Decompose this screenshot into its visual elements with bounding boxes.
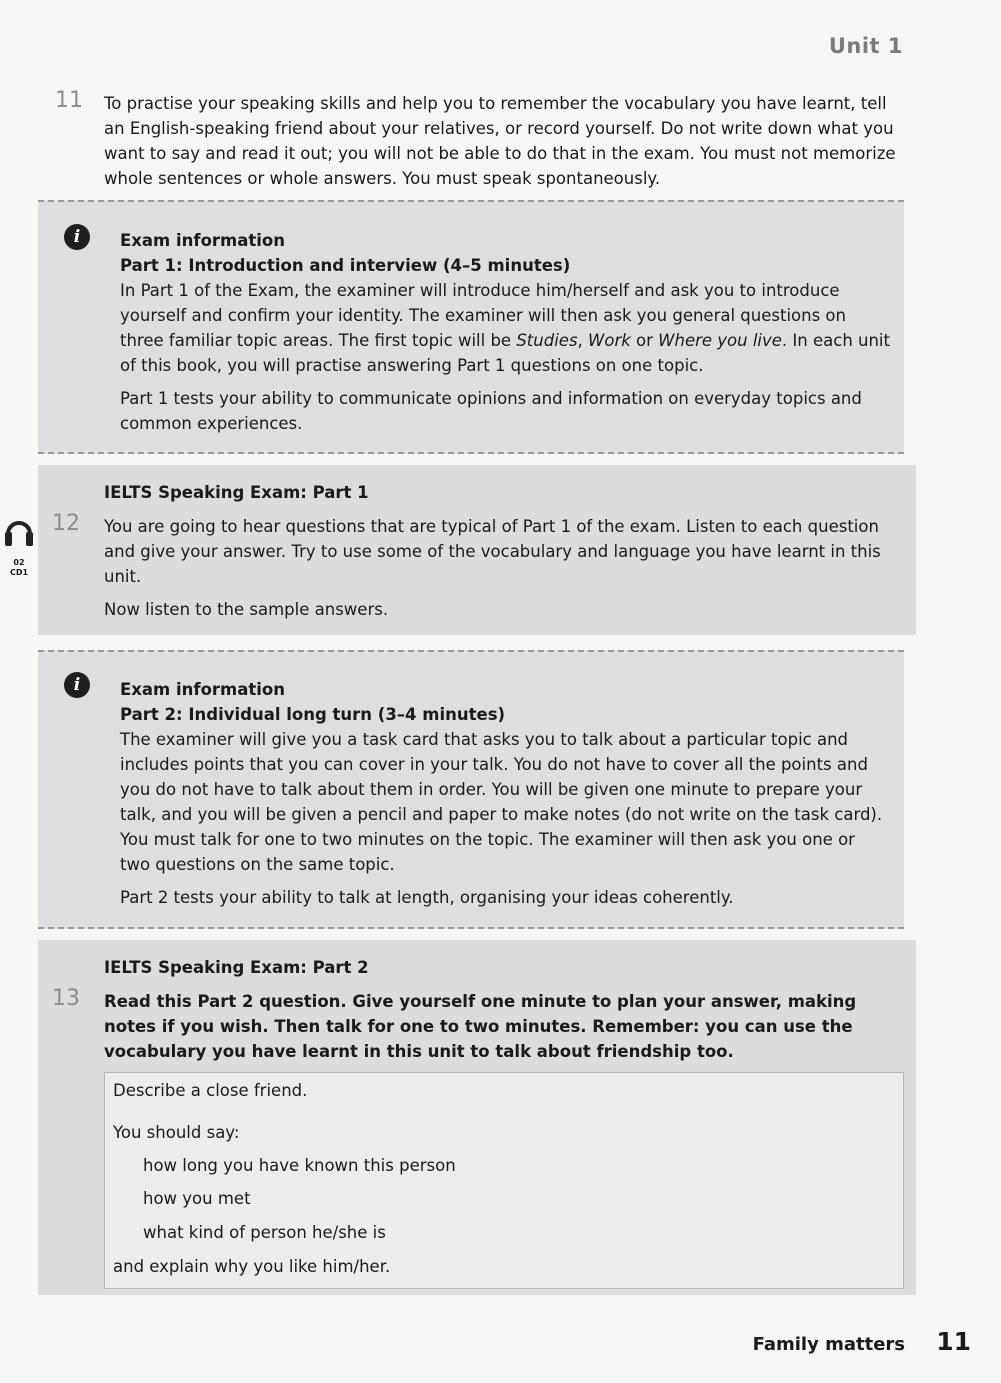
info-icon: i	[64, 672, 90, 698]
exam-info-content-part2	[120, 677, 890, 910]
info-paragraph: In Part 1 of the Exam, the examiner will introduce him/herself and ask you to introduce yourself and confirm your identity. The examiner will then ask you general questions on three familiar topic areas. The first topic will be Studies, Work or Where you live. In each unit of this book, you will practise answering Part 1 questions on one topic.	[120, 281, 890, 375]
task-card-closing: and explain why you like him/her.	[113, 1257, 391, 1276]
info-icon: i	[64, 224, 90, 250]
exercise-number: 11	[55, 88, 83, 113]
task-card-point: how you met	[143, 1189, 251, 1208]
exercise-12-text-2: Now listen to the sample answers.	[104, 600, 389, 619]
task-card-title: Describe a close friend.	[113, 1081, 308, 1100]
task-card	[104, 1072, 904, 1289]
audio-track-number: 02	[13, 558, 25, 567]
info-title: Exam information	[120, 231, 285, 250]
page-number: 11	[936, 1327, 971, 1356]
info-title: Exam information	[120, 680, 285, 699]
task-card-instruction: You should say:	[113, 1123, 240, 1142]
footer-unit-title: Family matters	[752, 1334, 905, 1355]
exam-info-content-part1	[120, 228, 890, 436]
headphones-icon	[4, 510, 34, 554]
exercise-12-text: You are going to hear questions that are typical of Part 1 of the exam. Listen to each question and give your answer. Try to use some of the vocabulary and language you have learnt in this unit.	[104, 517, 881, 586]
audio-cd-label: CD1	[9, 568, 29, 577]
unit-label: Unit 1	[828, 34, 903, 58]
task-card-point: what kind of person he/she is	[143, 1223, 386, 1242]
exercise-number: 13	[52, 986, 80, 1011]
info-paragraph: Part 2 tests your ability to talk at length, organising your ideas coherently.	[120, 888, 734, 907]
exercise-number: 12	[52, 511, 80, 536]
audio-track-icon	[4, 510, 34, 590]
section-heading: IELTS Speaking Exam: Part 1	[104, 483, 369, 502]
section-heading: IELTS Speaking Exam: Part 2	[104, 958, 369, 977]
info-paragraph: The examiner will give you a task card that asks you to talk about a particular topic and includes points that you can cover in your talk. You do not have to cover all the points and you do not have to talk about them in order. You will be given one minute to prepare your talk, and you will be given a pencil and paper to make notes (do not write on the task card). You must talk for one to two minutes on the topic. The examiner will then ask you one or two questions on the same topic.	[120, 730, 883, 874]
exercise-13-text: Read this Part 2 question. Give yourself one minute to plan your answer, making notes if you wish. Then talk for one to two minutes. Remember: you can use the vocabulary you have learnt in this unit to talk about friendship too.	[104, 992, 857, 1061]
info-paragraph: Part 1 tests your ability to communicate opinions and information on everyday topics and common experiences.	[120, 389, 862, 433]
info-subtitle: Part 1: Introduction and interview (4–5 minutes)	[120, 256, 571, 275]
exercise-11-text: To practise your speaking skills and help you to remember the vocabulary you have learnt, tell an English-speaking friend about your relatives, or record yourself. Do not write down what you want to say and read it out; you will not be able to do that in the exam. You must not memorize whole sentences or whole answers. You must speak spontaneously.	[104, 94, 896, 188]
info-subtitle: Part 2: Individual long turn (3–4 minutes)	[120, 705, 506, 724]
task-card-point: how long you have known this person	[143, 1156, 456, 1175]
